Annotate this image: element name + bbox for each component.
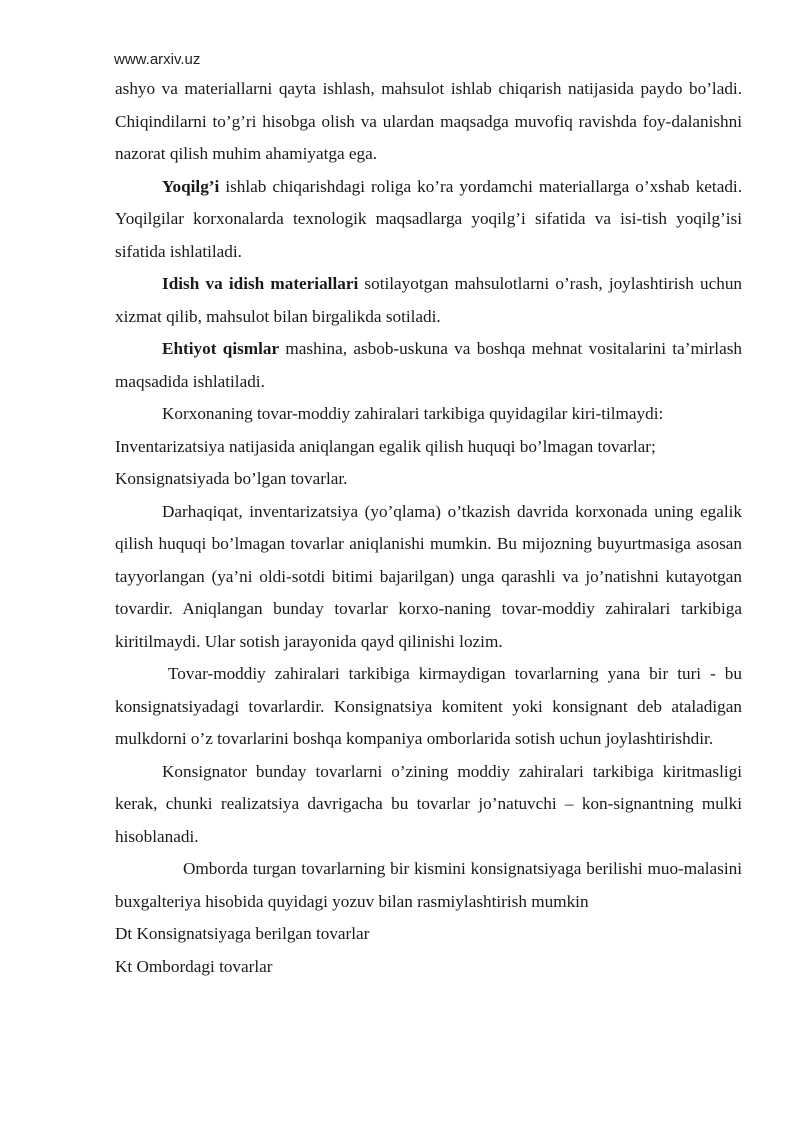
paragraph-spare-parts [115, 333, 742, 398]
paragraph-text: Omborda turgan tovarlarning bir kismini konsignatsiyaga berilishi muo-malasini buxgalteriya hisobida quyidagi yozuv bilan rasmiylashtirish mumkin [115, 859, 742, 911]
paragraph-fuel [115, 171, 742, 269]
paragraph-consignment-goods [115, 658, 742, 756]
paragraph-text: Dt Konsignatsiyaga berilgan tovarlar [115, 924, 370, 943]
exclusion-item-inventory [115, 431, 742, 464]
term-fuel: Yoqilg’i [162, 176, 220, 196]
document-body [115, 73, 742, 983]
paragraph-exclusions-intro [115, 398, 742, 431]
paragraph-waste-accounting [115, 73, 742, 171]
paragraph-text: Inventarizatsiya natijasida aniqlangan egalik qilish huquqi bo’lmagan tovarlar; [115, 436, 656, 456]
paragraph-containers [115, 268, 742, 333]
paragraph-text: Tovar-moddiy zahiralari tarkibiga kirmaydigan tovarlarning yana bir turi - bu konsignatsiyadagi tovarlardir. Konsignatsiya komitent yoki konsignant deb ataladigan mulkdorni o’z tovarlarini boshqa kompaniya omborlarida sotish uchun joylashtirishdir. [115, 664, 742, 748]
term-containers: Idish va idish materiallari [162, 274, 359, 293]
paragraph-text: Darhaqiqat, inventarizatsiya (yo’qlama) o’tkazish davrida korxonada uning egalik qilish huquqi bo’lmagan tovarlar aniqlanishi mumkin. Bu mijozning buyurtmasiga asosan tayyorlangan (ya’ni oldi-sotdi bitimi bajarilgan) unga qarashli va jo’natishni kutayotgan tovardir. Aniqlangan bunday tovarlar korxo-naning tovar-moddiy zahiralari tarkibiga kiritilmaydi. Ular sotish jarayonida qayd qilinishi lozim. [115, 501, 742, 651]
entry-credit [115, 951, 742, 984]
entry-debit [115, 918, 742, 951]
paragraph-text: mashina, asbob-uskuna va boshqa mehnat vositalarini ta’mirlash maqsadida ishlatiladi. [115, 339, 742, 391]
paragraph-accounting-entry [115, 853, 742, 918]
paragraph-text: Konsignatsiyada bo’lgan tovarlar. [115, 469, 348, 488]
paragraph-text: ashyo va materiallarni qayta ishlash, mahsulot ishlab chiqarish natijasida paydo bo’ladi. Chiqindilarni to’g’ri hisobga olish va ulardan maqsadga muvofiq ravishda foy-dalanishni nazorat qilish muhim ahamiyatga ega. [115, 79, 742, 163]
paragraph-text: Konsignator bunday tovarlarni o’zining moddiy zahiralari tarkibiga kiritmasligi kerak, chunki realizatsiya davrigacha bu tovarlar jo’natuvchi – kon-signantning mulki hisoblanadi. [115, 761, 742, 846]
paragraph-text: Kt Ombordagi tovarlar [115, 956, 273, 976]
exclusion-item-consignment [115, 463, 742, 496]
paragraph-text: Korxonaning tovar-moddiy zahiralari tarkibiga quyidagilar kiri-tilmaydi: [162, 404, 664, 423]
paragraph-text: ishlab chiqarishdagi roliga ko’ra yordamchi materiallarga o’xshab ketadi. Yoqilgilar korxonalarda texnologik maqsadlarga yoqilg’i sifatida va isi-tish yoqilg’isi sifatida ishlatiladi. [115, 176, 742, 261]
paragraph-text: sotilayotgan mahsulotlarni o’rash, joylashtirish uchun xizmat qilib, mahsulot bilan birgalikda sotiladi. [115, 274, 743, 326]
paragraph-inventory-check [115, 496, 742, 659]
term-spare-parts: Ehtiyot qismlar [162, 339, 280, 358]
paragraph-consignor [115, 756, 742, 854]
site-url[interactable]: www.arxiv.uz [114, 51, 201, 68]
